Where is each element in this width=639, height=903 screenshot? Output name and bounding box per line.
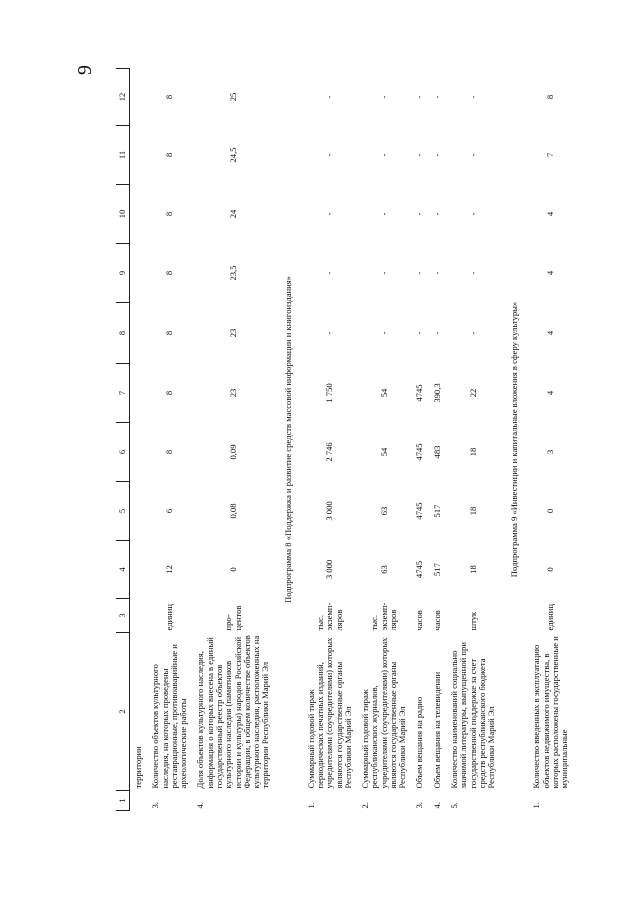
subprogram-title: Подпрограмма 9 «Инвестиции и капитальные вложения в сферу культуры»	[508, 301, 519, 578]
column-header: 10	[116, 185, 130, 244]
value-cell: 517	[431, 563, 442, 576]
value-cell: -	[431, 212, 442, 216]
indicator-name: Суммарный годовой тираж республиканских журналов, учредителями (соучредителями) которых являются государственные органы Республики Марий Эл	[360, 637, 408, 789]
value-cell: 8	[164, 390, 175, 396]
value-cell: 63	[378, 565, 389, 574]
value-cell: 18	[467, 565, 478, 574]
table-row	[303, 69, 357, 811]
indicators-table	[116, 68, 574, 811]
value-cell: 23	[227, 328, 238, 338]
value-cell: 3 000	[324, 501, 335, 521]
value-cell: 8	[164, 270, 175, 276]
value-cell: 4	[545, 330, 556, 336]
value-cell: -	[414, 153, 425, 157]
indicator-name: Количество объектов культурного наследия, на которых проведены реставрационные, противоаварийные и археологические работы	[150, 644, 189, 789]
subprogram-row	[500, 69, 528, 811]
value-cell: 4745	[414, 384, 425, 402]
subprogram-title: Подпрограмма 8 «Поддержка и развитие средств массовой информации и книгоиздания»	[283, 276, 294, 603]
value-cell: 7	[545, 152, 556, 158]
column-header-row	[116, 69, 130, 811]
empty-cell	[130, 185, 148, 244]
value-cell: -	[414, 331, 425, 335]
column-header: 6	[116, 423, 130, 482]
column-header: 4	[116, 541, 130, 599]
value-cell: 3 000	[324, 559, 335, 580]
value-cell: 8	[164, 152, 175, 158]
value-cell: -	[324, 212, 335, 216]
value-cell: 23	[227, 388, 238, 398]
table-row	[411, 69, 428, 811]
empty-cell	[130, 126, 148, 185]
value-cell: -	[324, 95, 335, 99]
value-cell: 12	[164, 565, 175, 574]
unit-cell: часов	[431, 610, 442, 631]
value-cell: 390,3	[431, 383, 442, 403]
continuation-row	[130, 69, 148, 811]
row-number: 5.	[449, 802, 460, 809]
table-row	[357, 69, 411, 811]
row-number: 1.	[305, 802, 316, 809]
row-number: 1.	[531, 802, 542, 809]
value-cell: 8	[164, 211, 175, 217]
subprogram-row	[275, 69, 303, 811]
row-number: 2.	[360, 802, 371, 809]
table-row	[446, 69, 500, 811]
value-cell: -	[431, 271, 442, 275]
value-cell: 4	[545, 390, 556, 396]
column-header: 11	[116, 126, 130, 185]
empty-cell	[130, 69, 148, 126]
indicator-name: Количество введенных в эксплуатацию объектов недвижимого имущества, в которых расположены государственные и муниципальные	[531, 636, 570, 789]
value-cell: 0	[545, 567, 556, 572]
value-cell: 6	[164, 508, 175, 514]
row-number: 3.	[150, 802, 161, 809]
value-cell: -	[414, 212, 425, 216]
value-cell: 483	[431, 445, 442, 459]
unit-cell: тыс. экземп-ляров	[314, 602, 344, 631]
row-number: 4.	[431, 802, 442, 809]
unit-cell: единиц	[164, 604, 175, 631]
unit-cell: единиц	[545, 604, 556, 631]
value-cell: 8	[164, 330, 175, 336]
value-cell: -	[324, 331, 335, 335]
value-cell: 3	[545, 449, 556, 455]
value-cell: 54	[378, 388, 389, 398]
value-cell: 18	[467, 447, 478, 457]
value-cell: 63	[378, 506, 389, 516]
indicator-name: Суммарный годовой тираж периодических печатных изданий, учредителями (соучредителями) которых являются государственные органы Республики Марий Эл	[305, 637, 353, 789]
value-cell: -	[378, 95, 389, 99]
value-cell: -	[431, 331, 442, 335]
unit-cell: часов	[414, 610, 425, 631]
column-header: 5	[116, 482, 130, 541]
value-cell: -	[324, 271, 335, 275]
value-cell: 0,09	[227, 444, 238, 460]
value-cell: 18	[467, 506, 478, 516]
column-header: 8	[116, 303, 130, 364]
value-cell: 4	[545, 211, 556, 217]
value-cell: 1 750	[324, 383, 335, 403]
table-row	[429, 69, 446, 811]
column-header: 2	[116, 633, 130, 791]
indicator-name: Доля объектов культурного наследия, информация о которых внесена в единый государственный реестр объектов культурного наследия (памятников истории и культуры) народов Российской Федерации, в общем количестве объектов культурного наследия, расположенных на территории Республики Марий Эл	[195, 635, 271, 789]
value-cell: -	[431, 95, 442, 99]
value-cell: 0	[227, 567, 238, 572]
empty-cell	[130, 599, 148, 633]
value-cell: -	[467, 95, 478, 99]
value-cell: 4	[545, 270, 556, 276]
unit-cell: тыс. экземп-ляров	[369, 602, 398, 631]
value-cell: 24,5	[227, 147, 238, 163]
empty-cell	[130, 364, 148, 423]
empty-cell	[130, 423, 148, 482]
empty-cell	[130, 303, 148, 364]
table-row	[528, 69, 573, 811]
value-cell: -	[378, 212, 389, 216]
value-cell: 8	[545, 94, 556, 100]
empty-cell	[130, 541, 148, 599]
value-cell: -	[467, 331, 478, 335]
empty-cell	[130, 791, 148, 811]
value-cell: 22	[467, 388, 478, 398]
indicator-name: Объем вещания на радио	[414, 696, 425, 789]
continuation-text: территории	[133, 746, 143, 789]
value-cell: 2 746	[324, 442, 335, 462]
empty-cell	[130, 482, 148, 541]
column-header: 9	[116, 244, 130, 303]
indicator-name: Объем вещания на телевидении	[431, 671, 442, 789]
unit-cell: штук	[467, 611, 478, 631]
column-header: 7	[116, 364, 130, 423]
column-header: 12	[116, 69, 130, 126]
value-cell: -	[414, 271, 425, 275]
unit-cell: про-центов	[223, 605, 243, 631]
value-cell: -	[467, 212, 478, 216]
value-cell: -	[414, 95, 425, 99]
value-cell: -	[431, 153, 442, 157]
value-cell: -	[378, 271, 389, 275]
value-cell: -	[467, 271, 478, 275]
value-cell: -	[324, 153, 335, 157]
row-number: 3.	[414, 802, 425, 809]
row-number: 4.	[195, 802, 206, 809]
value-cell: 23,5	[227, 265, 238, 281]
value-cell: -	[378, 153, 389, 157]
value-cell: 4745	[414, 502, 425, 520]
value-cell: 54	[378, 447, 389, 457]
page-number: 9	[74, 65, 96, 75]
value-cell: 4745	[414, 560, 425, 579]
value-cell: 8	[164, 449, 175, 455]
column-header: 1	[116, 791, 130, 811]
value-cell: 24	[227, 209, 238, 219]
value-cell: 517	[431, 504, 442, 518]
table-row	[147, 69, 192, 811]
value-cell: -	[467, 153, 478, 157]
value-cell: 25	[227, 92, 238, 102]
value-cell: 4745	[414, 443, 425, 461]
column-header: 3	[116, 599, 130, 633]
empty-cell	[130, 244, 148, 303]
value-cell: 8	[164, 94, 175, 100]
indicator-name: Количество наименований социально значимой литературы, выпущенной при государственной поддержке за счет средств республиканского бюджета Республики Марий Эл	[449, 642, 497, 789]
value-cell: -	[378, 331, 389, 335]
table-row	[192, 69, 274, 811]
value-cell: 0,08	[227, 503, 238, 519]
value-cell: 0	[545, 508, 556, 514]
